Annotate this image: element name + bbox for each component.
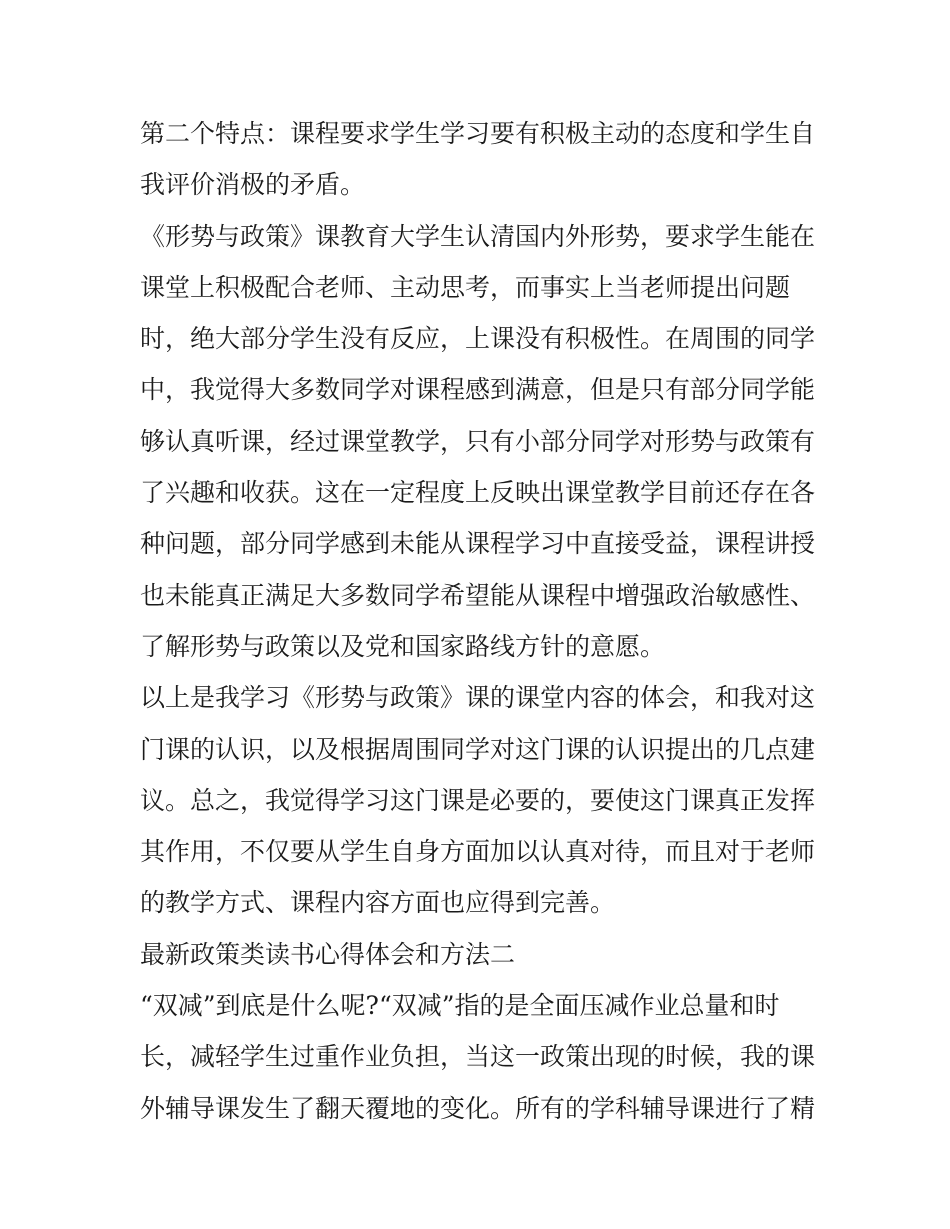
text-line: 以上是我学习《形势与政策》课的课堂内容的体会，和我对这 [140,683,816,713]
section-heading: 最新政策类读书心得体会和方法二 [140,939,516,969]
text-line: 门课的认识，以及根据周围同学对这门课的认识提出的几点建 [140,734,816,764]
text-line: 课堂上积极配合老师、主动思考，而事实上当老师提出问题 [140,272,791,302]
text-line: “双减”到底是什么呢?“双减”指的是全面压减作业总量和时 [140,991,780,1021]
text-line: 种问题，部分同学感到未能从课程学习中直接受益，课程讲授 [140,529,816,559]
text-line: 其作用，不仅要从学生自身方面加以认真对待，而且对于老师 [140,837,816,867]
text-line: 议。总之，我觉得学习这门课是必要的，要使这门课真正发挥 [140,785,816,815]
text-line: 长，减轻学生过重作业负担，当这一政策出现的时候，我的课 [140,1042,816,1072]
text-line: 我评价消极的矛盾。 [140,170,366,200]
text-line: 了解形势与政策以及党和国家路线方针的意愿。 [140,631,666,661]
text-line: 时，绝大部分学生没有反应，上课没有积极性。在周围的同学 [140,324,816,354]
text-line: 够认真听课，经过课堂教学，只有小部分同学对形势与政策有 [140,426,816,456]
text-line: 中，我觉得大多数同学对课程感到满意，但是只有部分同学能 [140,375,816,405]
document-body [140,108,820,1134]
text-line: 第二个特点：课程要求学生学习要有积极主动的态度和学生自 [140,119,816,148]
text-line: 也未能真正满足大多数同学希望能从课程中增强政治敏感性、 [140,580,816,610]
text-line: 的教学方式、课程内容方面也应得到完善。 [140,888,616,918]
text-line: 了兴趣和收获。这在一定程度上反映出课堂教学目前还存在各 [140,478,816,508]
text-line: 《形势与政策》课教育大学生认清国内外形势，要求学生能在 [140,221,816,251]
text-line: 外辅导课发生了翻天覆地的变化。所有的学科辅导课进行了精 [140,1093,816,1123]
